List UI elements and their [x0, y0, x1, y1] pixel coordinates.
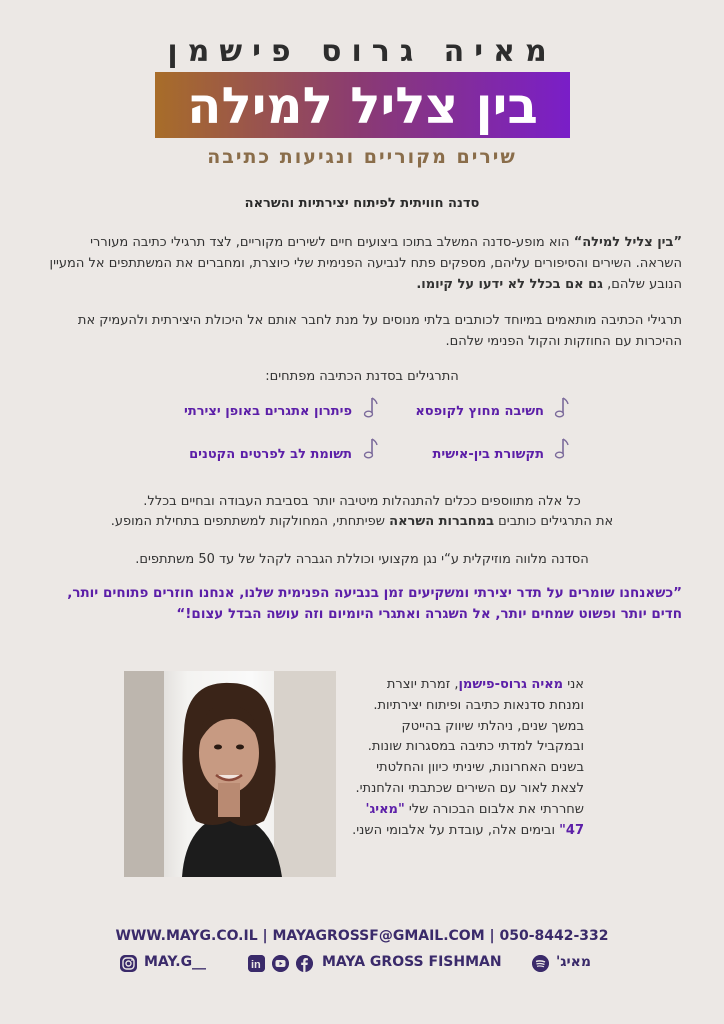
event-subtitle: שירים מקוריים ונגיעות כתיבה [207, 146, 517, 168]
music-note-icon [553, 437, 569, 461]
album-name: "מאיג' 47" [365, 801, 584, 838]
instagram-handle[interactable]: MAY.G__ [144, 954, 207, 970]
author-name: מאיה גרוס פישמן [167, 34, 557, 69]
tools-line-2 [42, 511, 682, 532]
event-title: בין צליל למילה [187, 77, 538, 135]
exercise-item: חשיבה מחוץ לקופסא [415, 404, 544, 419]
contact-line[interactable]: WWW.MAYG.CO.IL | MAYAGROSSF@GMAIL.COM | 050-8442-332 [115, 928, 609, 944]
intro-bold-end: גם אם בכלל לא ידעו על קיומו. [416, 277, 603, 292]
intro-text: הוא מופע-סדנה המשלב בתוכו ביצועים חיים לשירים מקוריים, לצד תרגילי כתיבה מעוררי השראה. השירים והסיפורים עליהם, מספקים פתח לנביעה הפנימית שלי כיוצרת, ומחברים את המשתתפים אל המעיין הנובע שלהם, [49, 235, 682, 292]
bio-name: מאיה גרוס-פישמן [458, 677, 564, 692]
exercise-item: תקשורת בין-אישית [432, 447, 544, 462]
social-row [120, 953, 600, 975]
bio-paragraph [352, 675, 584, 841]
bio-text: , זמרת יוצרת ומנחת סדנאות כתיבה ופיתוח יצירתיות. במשך שנים, ניהלתי שיווק בהייטק ובמקביל למדתי כתיבה במסגרות שונות. בשנים האחרונות, שיניתי כיוון והחלטתי לצאת לאור עם השירים שכתבתי והלחנתי. שחררתי את אלבום הבכורה שלי [355, 677, 584, 817]
notebooks-name: במחברות השראה [389, 514, 495, 529]
tools-line-1: כל אלה מתווספים ככלים להתנהלות מיטיבה יותר בסביבת העבודה ובחיים בכלל. [143, 494, 581, 509]
exercises-heading: התרגילים בסדנת הכתיבה מפתחים: [265, 369, 459, 384]
workshop-headline: סדנה חוויתית לפיתוח יצירתיות והשראה [244, 196, 480, 211]
facebook-name[interactable]: MAYA GROSS FISHMAN [322, 954, 502, 970]
show-name: ”בין צליל למילה“ [573, 235, 682, 250]
portrait-photo [124, 671, 336, 877]
youtube-icon[interactable] [272, 955, 289, 972]
svg-text:in: in [251, 959, 261, 971]
exercise-item: תשומת לב לפרטים הקטנים [189, 447, 352, 462]
bio-text: ובימים אלה, עובדת על אלבומי השני. [352, 822, 560, 838]
closing-quote: ”כשאנחנו שומרים על תדר יצירתי ומשקיעים זמן בנביעה הפנימית שלנו, אנחנו חוזרים פתוחים יותר, חדים יותר ופשוט שמחים יותר, אל השגרה ואתגרי היומיום וזה עושה הבדל עצום!“ [67, 585, 682, 622]
intro-paragraph [42, 232, 682, 295]
bio-text: אני [563, 677, 584, 692]
music-note-icon [362, 437, 378, 461]
music-note-icon [553, 396, 569, 420]
spotify-icon[interactable] [532, 955, 549, 972]
instagram-icon[interactable] [120, 955, 137, 972]
spotify-name[interactable]: מאיג' [556, 954, 591, 970]
linkedin-icon[interactable] [248, 955, 265, 972]
beginners-paragraph: תרגילי הכתיבה מותאמים במיוחד לכותבים בלתי מנוסים על מנת לחבר אותם אל היכולת היצירתית ולהעמיק את ההיכרות עם החוזקות והקול הפנימי שלהם. [77, 313, 682, 349]
tools-text: שפיתחתי, המחולקות למשתתפים בתחילת המופע. [110, 514, 390, 529]
facebook-icon[interactable] [296, 955, 313, 972]
music-note-icon [362, 396, 378, 420]
portrait-illustration [124, 671, 336, 877]
exercise-item: פיתרון אתגרים באופן יצירתי [184, 404, 352, 419]
accompaniment-line: הסדנה מלווה מוזיקלית ע“י נגן מקצועי וכוללת הגברה לקהל של עד 50 משתתפים. [135, 552, 589, 567]
title-banner [155, 72, 570, 138]
tools-text: את התרגילים כותבים [494, 514, 614, 529]
